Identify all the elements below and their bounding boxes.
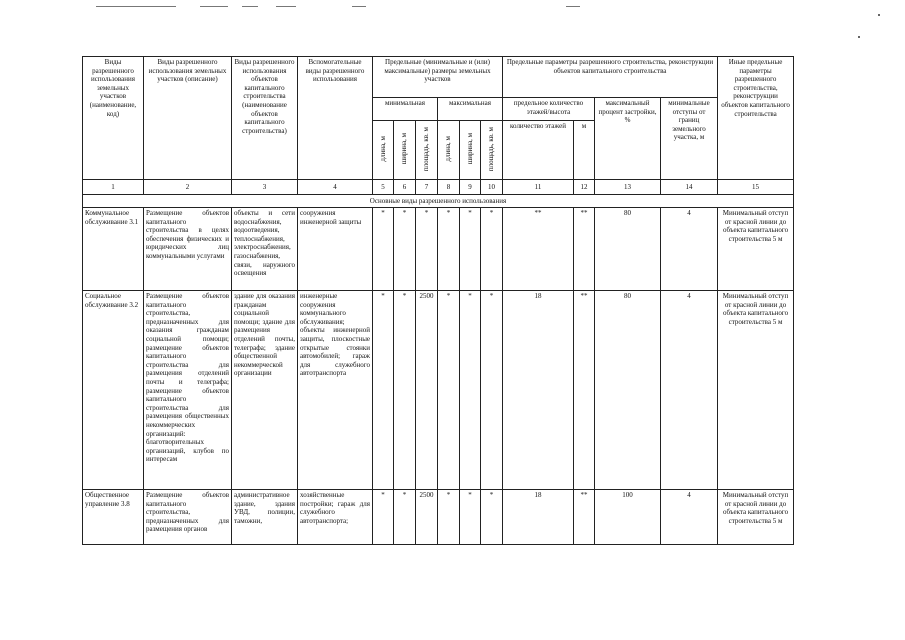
cell-floors: 18 (503, 490, 574, 545)
header-construction-limits: Предельные параметры разрешенного строительства, реконструкции объектов капитального строительства (503, 57, 718, 98)
header-height-m: м (574, 121, 595, 180)
header-floors-count: количество этажей (503, 121, 574, 180)
cell-max-length: * (438, 208, 460, 291)
cell-auxiliary: сооружения инженерной защиты (298, 208, 373, 291)
cell-max-length: * (438, 291, 460, 490)
cell-auxiliary: инженерные сооружения коммунального обслуживания; объекты инженерной защиты, плоскостные открытые стоянки автомобилей; гараж для служебного автотранспорта (298, 291, 373, 490)
header-land-use-kind: Виды разрешенного использования земельных участков (наименование, код) (83, 57, 144, 180)
cell-objects: здание для оказания гражданам социальной помощи; здание для размещения отделений почты, телеграфа; здание общественной некоммерческой организации (232, 291, 298, 490)
column-number: 11 (503, 180, 574, 195)
cell-height: ** (574, 291, 595, 490)
cell-setback: 4 (661, 291, 718, 490)
cell-max-width: * (460, 291, 481, 490)
land-use-regulations-table (82, 56, 794, 545)
scan-artifact-line (200, 6, 228, 7)
cell-max-width: * (460, 208, 481, 291)
cell-min-area: 2500 (416, 490, 438, 545)
table-row (83, 291, 794, 490)
cell-setback: 4 (661, 208, 718, 291)
header-min-width: ширина, м (394, 121, 416, 180)
cell-max-area: * (481, 291, 503, 490)
header-plot-size-limits: Предельные (минимальные и (или) максимальные) размеры земельных участков (373, 57, 503, 98)
cell-build-percent: 80 (595, 208, 661, 291)
cell-height: ** (574, 490, 595, 545)
cell-objects: административное здание, здания УВД, полиции, таможни, (232, 490, 298, 545)
column-number: 1 (83, 180, 144, 195)
cell-other-params: Минимальный отступ от красной линии до объекта капитального строительства 5 м (718, 490, 794, 545)
header-max-length: длина, м (438, 121, 460, 180)
column-number: 6 (394, 180, 416, 195)
header-auxiliary-uses: Вспомогательные виды разрешенного использования (298, 57, 373, 180)
scan-speck (858, 36, 860, 38)
cell-land-use-kind: Социальное обслуживание 3.2 (83, 291, 144, 490)
header-min-area: площадь, кв. м (416, 121, 438, 180)
cell-height: ** (574, 208, 595, 291)
cell-min-length: * (373, 291, 394, 490)
column-number: 14 (661, 180, 718, 195)
section-title-main-uses: Основные виды разрешенного использования (83, 195, 794, 208)
cell-description: Размещение объектов капитального строительства в целях обеспечения физических и юридических лиц коммунальными услугами (144, 208, 232, 291)
header-land-use-description: Виды разрешенного использования земельных участков (описание) (144, 57, 232, 180)
cell-max-width: * (460, 490, 481, 545)
column-number: 10 (481, 180, 503, 195)
cell-min-area: * (416, 208, 438, 291)
cell-auxiliary: хозяйственные постройки; гараж для служебного автотранспорта; (298, 490, 373, 545)
header-max-width: ширина, м (460, 121, 481, 180)
column-number: 9 (460, 180, 481, 195)
cell-description: Размещение объектов капитального строительства, предназначенных для оказания гражданам социальной помощи; размещение объектов капитального строительства для размещения отделений почты и телеграфа; размещение объектов капитального строительства для размещения общественных некоммерческих организаций: благотворительных организаций, клубов по интересам (144, 291, 232, 490)
column-number: 15 (718, 180, 794, 195)
column-number: 13 (595, 180, 661, 195)
scan-artifact-line (242, 6, 258, 7)
header-max-area: площадь, кв. м (481, 121, 503, 180)
column-number: 3 (232, 180, 298, 195)
cell-floors: 18 (503, 291, 574, 490)
cell-land-use-kind: Общественное управление 3.8 (83, 490, 144, 545)
scan-artifact-line (276, 6, 296, 7)
header-min-length: длина, м (373, 121, 394, 180)
cell-min-width: * (394, 490, 416, 545)
cell-setback: 4 (661, 490, 718, 545)
scan-artifact-line (566, 6, 580, 7)
header-max-build-percent: максимальный процент застройки, % (595, 98, 661, 180)
header-other-params: Иные предельные параметры разрешенного строительства, реконструкции объектов капитального строительства (718, 57, 794, 180)
cell-max-area: * (481, 208, 503, 291)
cell-min-length: * (373, 490, 394, 545)
cell-other-params: Минимальный отступ от красной линии до объекта капитального строительства 5 м (718, 208, 794, 291)
cell-min-area: 2500 (416, 291, 438, 490)
cell-min-length: * (373, 208, 394, 291)
cell-max-length: * (438, 490, 460, 545)
header-floors-height: предельное количество этажей/высота (503, 98, 595, 121)
cell-build-percent: 100 (595, 490, 661, 545)
cell-description: Размещение объектов капитального строительства, предназначенных для размещения органов (144, 490, 232, 545)
scan-artifact-line (96, 6, 176, 7)
cell-land-use-kind: Коммунальное обслуживание 3.1 (83, 208, 144, 291)
cell-min-width: * (394, 208, 416, 291)
cell-objects: объекты и сети водоснабжения, водоотведения, теплоснабжения, электроснабжения, газоснабжения, связи, наружного освещения (232, 208, 298, 291)
column-number: 2 (144, 180, 232, 195)
header-construction-objects: Виды разрешенного использования объектов капитального строительства (наименование объектов капитального строительства) (232, 57, 298, 180)
header-maximum: максимальная (438, 98, 503, 121)
scan-speck (878, 14, 880, 16)
cell-build-percent: 80 (595, 291, 661, 490)
column-number: 8 (438, 180, 460, 195)
column-number: 5 (373, 180, 394, 195)
cell-max-area: * (481, 490, 503, 545)
cell-min-width: * (394, 291, 416, 490)
column-number: 4 (298, 180, 373, 195)
scan-artifact-line (352, 6, 366, 7)
column-number: 7 (416, 180, 438, 195)
header-min-setback: минимальные отступы от границ земельного участка, м (661, 98, 718, 180)
table-row (83, 208, 794, 291)
cell-other-params: Минимальный отступ от красной линии до объекта капитального строительства 5 м (718, 291, 794, 490)
column-number: 12 (574, 180, 595, 195)
column-number-row (83, 180, 794, 195)
table-row (83, 490, 794, 545)
cell-floors: ** (503, 208, 574, 291)
header-minimum: минимальная (373, 98, 438, 121)
